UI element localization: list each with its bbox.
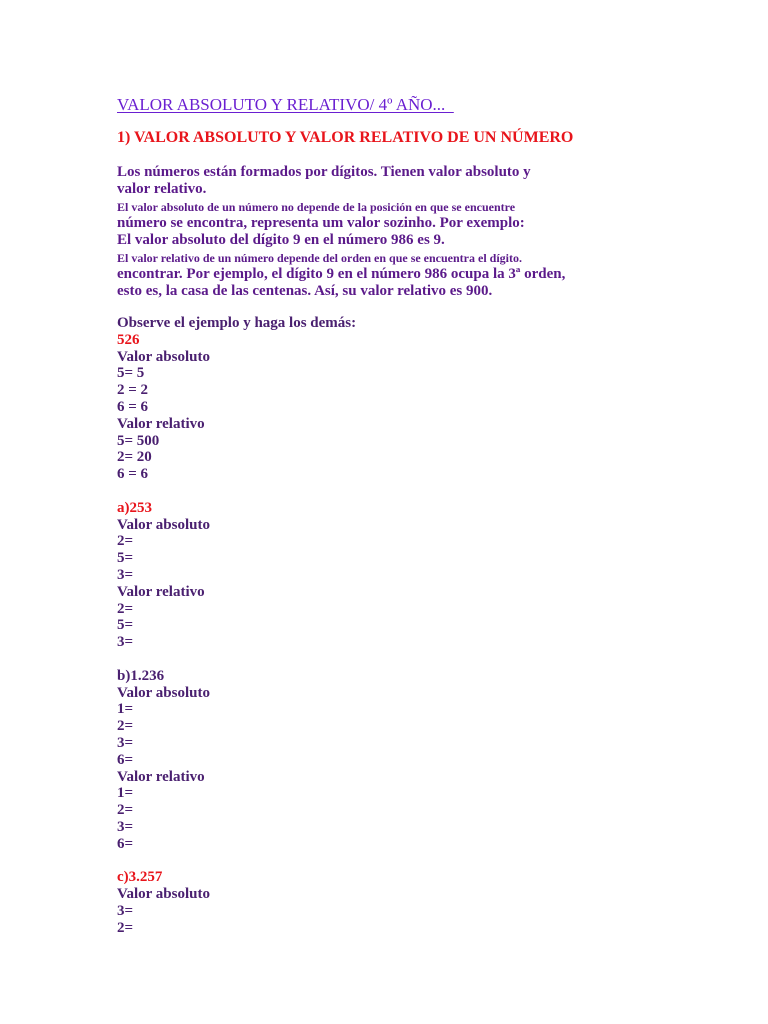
intro-paragraph xyxy=(117,164,587,300)
rel-row: 6= xyxy=(117,835,134,852)
abs-row: 3= xyxy=(117,566,134,583)
abs-row: 5= 5 xyxy=(117,365,145,382)
abs-row: 6 = 6 xyxy=(117,398,149,415)
abs-row: 2= xyxy=(117,533,134,550)
abs-row: 6= xyxy=(117,751,134,768)
section-heading: 1) VALOR ABSOLUTO Y VALOR RELATIVO DE UN NÚMERO xyxy=(117,129,574,146)
instruction-text: Observe el ejemplo y haga los demás: xyxy=(117,315,357,331)
intro-line: encontrar. Por ejemplo, el dígito 9 en el número 986 ocupa la 3ª orden, xyxy=(117,266,566,282)
exercise-b-block xyxy=(117,668,356,853)
rel-row: 6 = 6 xyxy=(117,466,149,483)
intro-line: El valor absoluto del dígito 9 en el número 986 es 9. xyxy=(117,232,445,248)
spacer xyxy=(117,483,356,500)
intro-line: El valor absoluto de un número no depende de la posición en que se encuentre xyxy=(117,200,516,214)
example-block xyxy=(117,332,356,483)
intro-line: El valor relativo de un número depende del orden en que se encuentra el dígito. xyxy=(117,251,523,265)
document-title: VALOR ABSOLUTO Y RELATIVO/ 4º AÑO... xyxy=(117,95,454,114)
exercise-number: b)1.236 xyxy=(117,667,165,684)
spacer xyxy=(117,651,356,668)
abs-label: Valor absoluto xyxy=(117,348,210,365)
abs-label: Valor absoluto xyxy=(117,886,210,903)
rel-label: Valor relativo xyxy=(117,415,205,432)
example-number: 526 xyxy=(117,331,140,348)
abs-row: 5= xyxy=(117,550,134,567)
rel-label: Valor relativo xyxy=(117,583,205,600)
rel-row: 3= xyxy=(117,818,134,835)
abs-row: 2 = 2 xyxy=(117,382,149,399)
spacer xyxy=(117,853,356,870)
exercise-a-block xyxy=(117,500,356,651)
rel-row: 2= xyxy=(117,600,134,617)
exercise-number: a)253 xyxy=(117,499,152,516)
rel-row: 5= 500 xyxy=(117,432,160,449)
rel-row: 3= xyxy=(117,634,134,651)
abs-label: Valor absoluto xyxy=(117,516,210,533)
abs-row: 1= xyxy=(117,701,134,718)
abs-label: Valor absoluto xyxy=(117,684,210,701)
exercise-number: c)3.257 xyxy=(117,869,163,886)
intro-line: valor relativo. xyxy=(117,181,207,197)
intro-line: Los números están formados por dígitos. Tienen valor absoluto y xyxy=(117,164,531,180)
rel-row: 1= xyxy=(117,785,134,802)
intro-line: número se encontra, representa um valor sozinho. Por exemplo: xyxy=(117,215,525,231)
rel-row: 2= 20 xyxy=(117,449,152,466)
rel-row: 2= xyxy=(117,802,134,819)
abs-row: 3= xyxy=(117,902,134,919)
intro-line: esto es, la casa de las centenas. Así, su valor relativo es 900. xyxy=(117,283,493,299)
abs-row: 2= xyxy=(117,919,134,936)
rel-row: 5= xyxy=(117,617,134,634)
exercise-c-block xyxy=(117,869,356,936)
rel-label: Valor relativo xyxy=(117,768,205,785)
abs-row: 2= xyxy=(117,718,134,735)
abs-row: 3= xyxy=(117,734,134,751)
exercise-content xyxy=(117,315,356,936)
